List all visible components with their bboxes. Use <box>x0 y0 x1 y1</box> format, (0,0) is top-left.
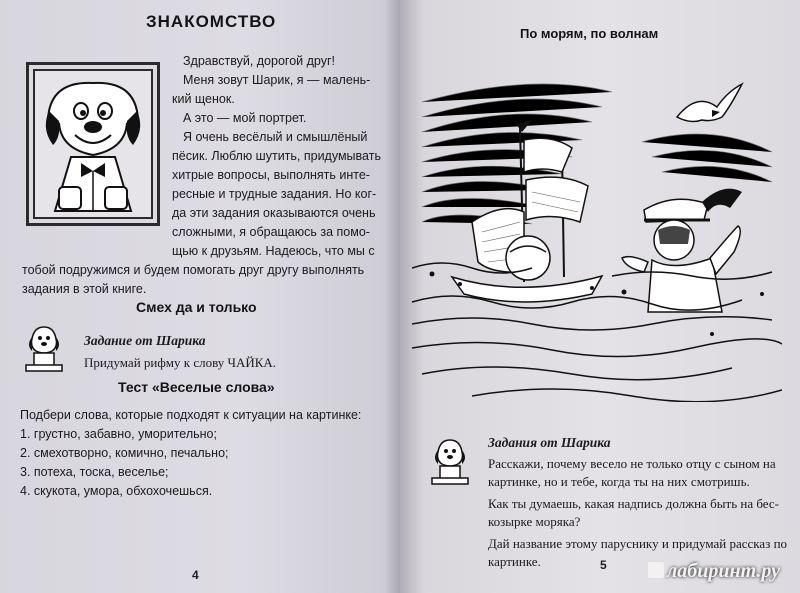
intro-line: кий щенок. <box>172 92 235 106</box>
task-line: Дай название этому паруснику и придумай рассказ по <box>488 536 788 551</box>
test-item: 3. потеха, тоска, веселье; <box>20 465 169 479</box>
intro-line: да эти задания оказываются очень <box>172 206 376 220</box>
watermark-logo-icon <box>648 562 664 578</box>
test-item: 4. скукота, умора, обхохочешься. <box>20 484 213 498</box>
section-title: Тест «Веселые слова» <box>118 379 275 395</box>
page-number: 4 <box>192 568 199 582</box>
page-title: По морям, по волнам <box>520 26 659 41</box>
intro-line: хитрые вопросы, выполнять инте- <box>172 168 370 182</box>
intro-line: ресные и трудные задания. Но ког- <box>172 187 377 201</box>
task-line: Расскажи, почему весело не только отцу с сыном на <box>488 456 776 471</box>
intro-line: сложными, я обращаюсь за помо- <box>172 225 370 239</box>
intro-line: Меня зовут Шарик, я — малень- <box>183 73 371 87</box>
task-line: картинке. <box>488 554 541 569</box>
sharik-task-icon <box>430 438 470 486</box>
task-line: картинке, но и тебе, когда ты на них смотришь. <box>488 474 750 489</box>
test-item: 1. грустно, забавно, уморительно; <box>20 427 217 441</box>
portrait-frame <box>26 62 160 226</box>
intro-line: Здравствуй, дорогой друг! <box>183 54 335 68</box>
sailboat-sailor-illustration <box>412 62 782 402</box>
page-title: ЗНАКОМСТВО <box>146 12 277 31</box>
test-prompt: Подбери слова, которые подходят к ситуации на картинке: <box>20 408 362 422</box>
intro-line: задания в этой книге. <box>22 282 147 296</box>
watermark-logo <box>648 560 780 583</box>
task-title: Задание от Шарика <box>84 333 206 348</box>
right-page <box>400 0 800 593</box>
task-text: Придумай рифму к слову ЧАЙКА. <box>84 355 277 370</box>
intro-line: щью к друзьям. Надеюсь, что мы с <box>172 244 375 258</box>
page-number: 5 <box>600 558 607 572</box>
task-line: козырке моряка? <box>488 514 581 529</box>
tasks-title: Задания от Шарика <box>488 435 611 450</box>
section-title: Смех да и только <box>136 299 257 315</box>
test-item: 2. смехотворно, комично, печально; <box>20 446 229 460</box>
intro-line: тобой подружимся и будем помогать друг другу выполнять <box>22 263 365 277</box>
intro-line: Я очень весёлый и смышлёный <box>183 130 368 144</box>
dog-portrait-icon <box>35 71 151 217</box>
intro-line: А это — мой портрет. <box>183 111 307 125</box>
watermark-text: лабиринт.ру <box>666 560 780 582</box>
intro-line: пёсик. Люблю шутить, придумывать <box>172 149 381 163</box>
task-line: Как ты думаешь, какая надпись должна быть на бес- <box>488 496 779 511</box>
sharik-task-icon <box>24 325 64 373</box>
